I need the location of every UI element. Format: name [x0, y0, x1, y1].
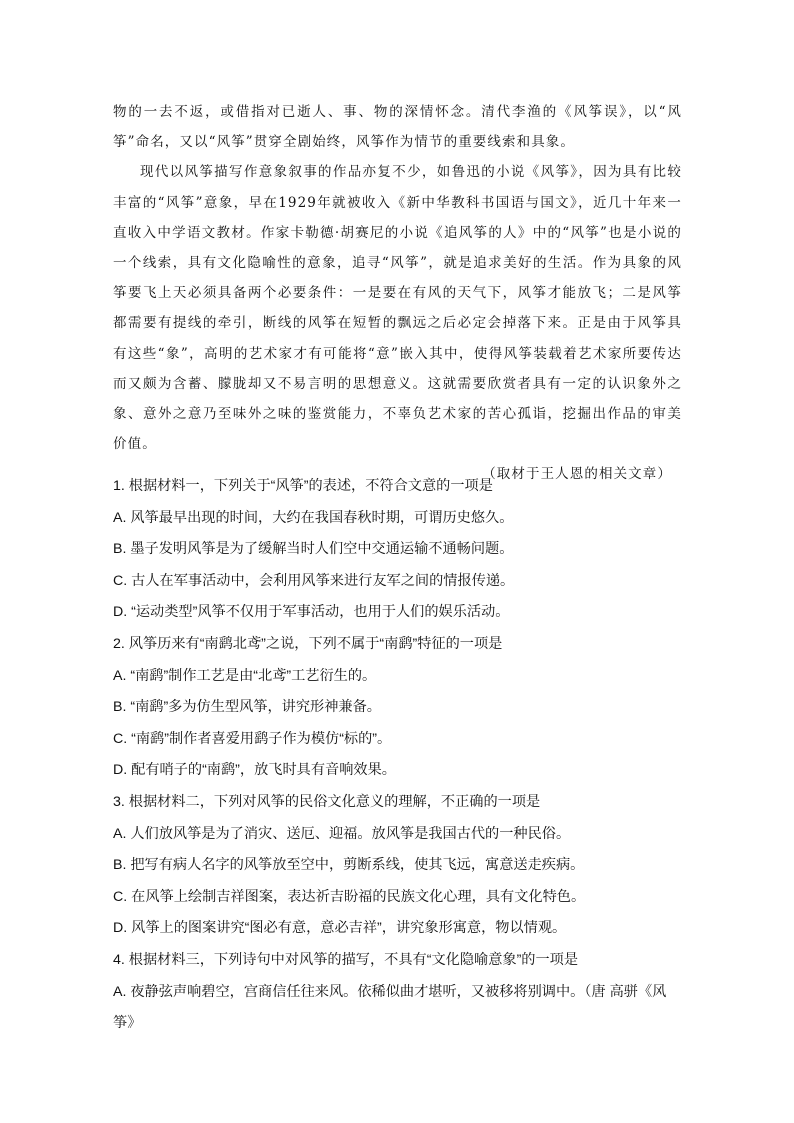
question-list	[113, 471, 685, 1040]
question-4-stem: 4. 根据材料三，下列诗句中对风筝的描写，不具有“文化隐喻意象”的一项是	[113, 951, 579, 968]
question-1-option-b: B. 墨子发明风筝是为了缓解当时人们空中交通运输不通畅问题。	[113, 541, 514, 558]
question-3	[113, 787, 685, 945]
material-paragraph-1: 物的一去不返，或借指对已逝人、事、物的深情怀念。清代李渔的《风筝误》，以“风筝”命名，又以“风筝”贯穿全剧始终，风筝作为情节的重要线索和具象。	[113, 104, 682, 151]
question-1	[113, 471, 685, 629]
question-3-option-c: C. 在风筝上绘制吉祥图案，表达祈吉盼福的民族文化心理，具有文化特色。	[113, 888, 586, 905]
material-passage	[113, 97, 682, 490]
question-2-option-b: B. “南鹞”多为仿生型风筝，讲究形神兼备。	[113, 699, 381, 716]
question-2-option-a: A. “南鹞”制作工艺是由“北鸢”工艺衍生的。	[113, 667, 377, 684]
question-4	[113, 945, 685, 1040]
material-paragraph-2: 现代以风筝描写作意象叙事的作品亦复不少，如鲁迅的小说《风筝》，因为具有比较丰富的“风筝”意象，早在1929年就被收入《新中华教科书国语与国文》，近几十年来一直收入中学语文教材。作家卡勒德·胡赛尼的小说《追风筝的人》中的“风筝”也是小说的一个线索，具有文化隐喻性的意象，追寻“风筝”，就是追求美好的生活。作为具象的风筝要飞上天必须具备两个必要条件：一是要在有风的天气下，风筝才能放飞；二是风筝都需要有提线的牵引，断线的风筝在短暂的飘远之后必定会掉落下来。正是由于风筝具有这些“象”，高明的艺术家才有可能将“意”嵌入其中，使得风筝装载着艺术家所要传达而又颇为含蓄、朦胧却又不易言明的思想意义。这就需要欣赏者具有一定的认识象外之象、意外之意乃至味外之味的鉴赏能力，不辜负艺术家的苦心孤诣，挖掘出作品的审美价值。	[113, 164, 682, 453]
question-2	[113, 629, 685, 787]
question-1-stem: 1. 根据材料一，下列关于“风筝”的表述，不符合文意的一项是	[113, 478, 493, 494]
question-3-option-d: D. 风筝上的图案讲究“图必有意，意必吉祥”，讲究象形寓意，物以情观。	[113, 920, 567, 937]
question-3-option-a: A. 人们放风筝是为了消灾、送厄、迎福。放风筝是我国古代的一种民俗。	[113, 825, 571, 842]
question-2-stem: 2. 风筝历来有“南鹞北鸢”之说，下列不属于“南鹞”特征的一项是	[113, 635, 503, 652]
question-2-option-c: C. “南鹞”制作者喜爱用鹞子作为模仿“标的”。	[113, 730, 392, 747]
question-3-stem: 3. 根据材料二，下列对风筝的民俗文化意义的理解，不正确的一项是	[113, 793, 541, 810]
question-2-option-d: D. 配有哨子的“南鹞”，放飞时具有音响效果。	[113, 762, 396, 779]
material-source-note: （取材于王人恩的相关文章）	[482, 466, 672, 483]
question-3-option-b: B. 把写有病人名字的风筝放至空中，剪断系线，使其飞远，寓意送走疾病。	[113, 857, 585, 874]
question-1-option-a: A. 风筝最早出现的时间，大约在我国春秋时期，可谓历史悠久。	[113, 509, 514, 526]
question-1-option-d: D. “运动类型”风筝不仅用于军事活动，也用于人们的娱乐活动。	[113, 604, 510, 621]
question-4-option-a: A. 夜静弦声响碧空，宫商信任往来风。依稀似曲才堪听，又被移将别调中。（唐 高骈《风筝》	[113, 983, 667, 1032]
question-1-option-c: C. 古人在军事活动中，会利用风筝来进行友军之间的情报传递。	[113, 572, 515, 589]
